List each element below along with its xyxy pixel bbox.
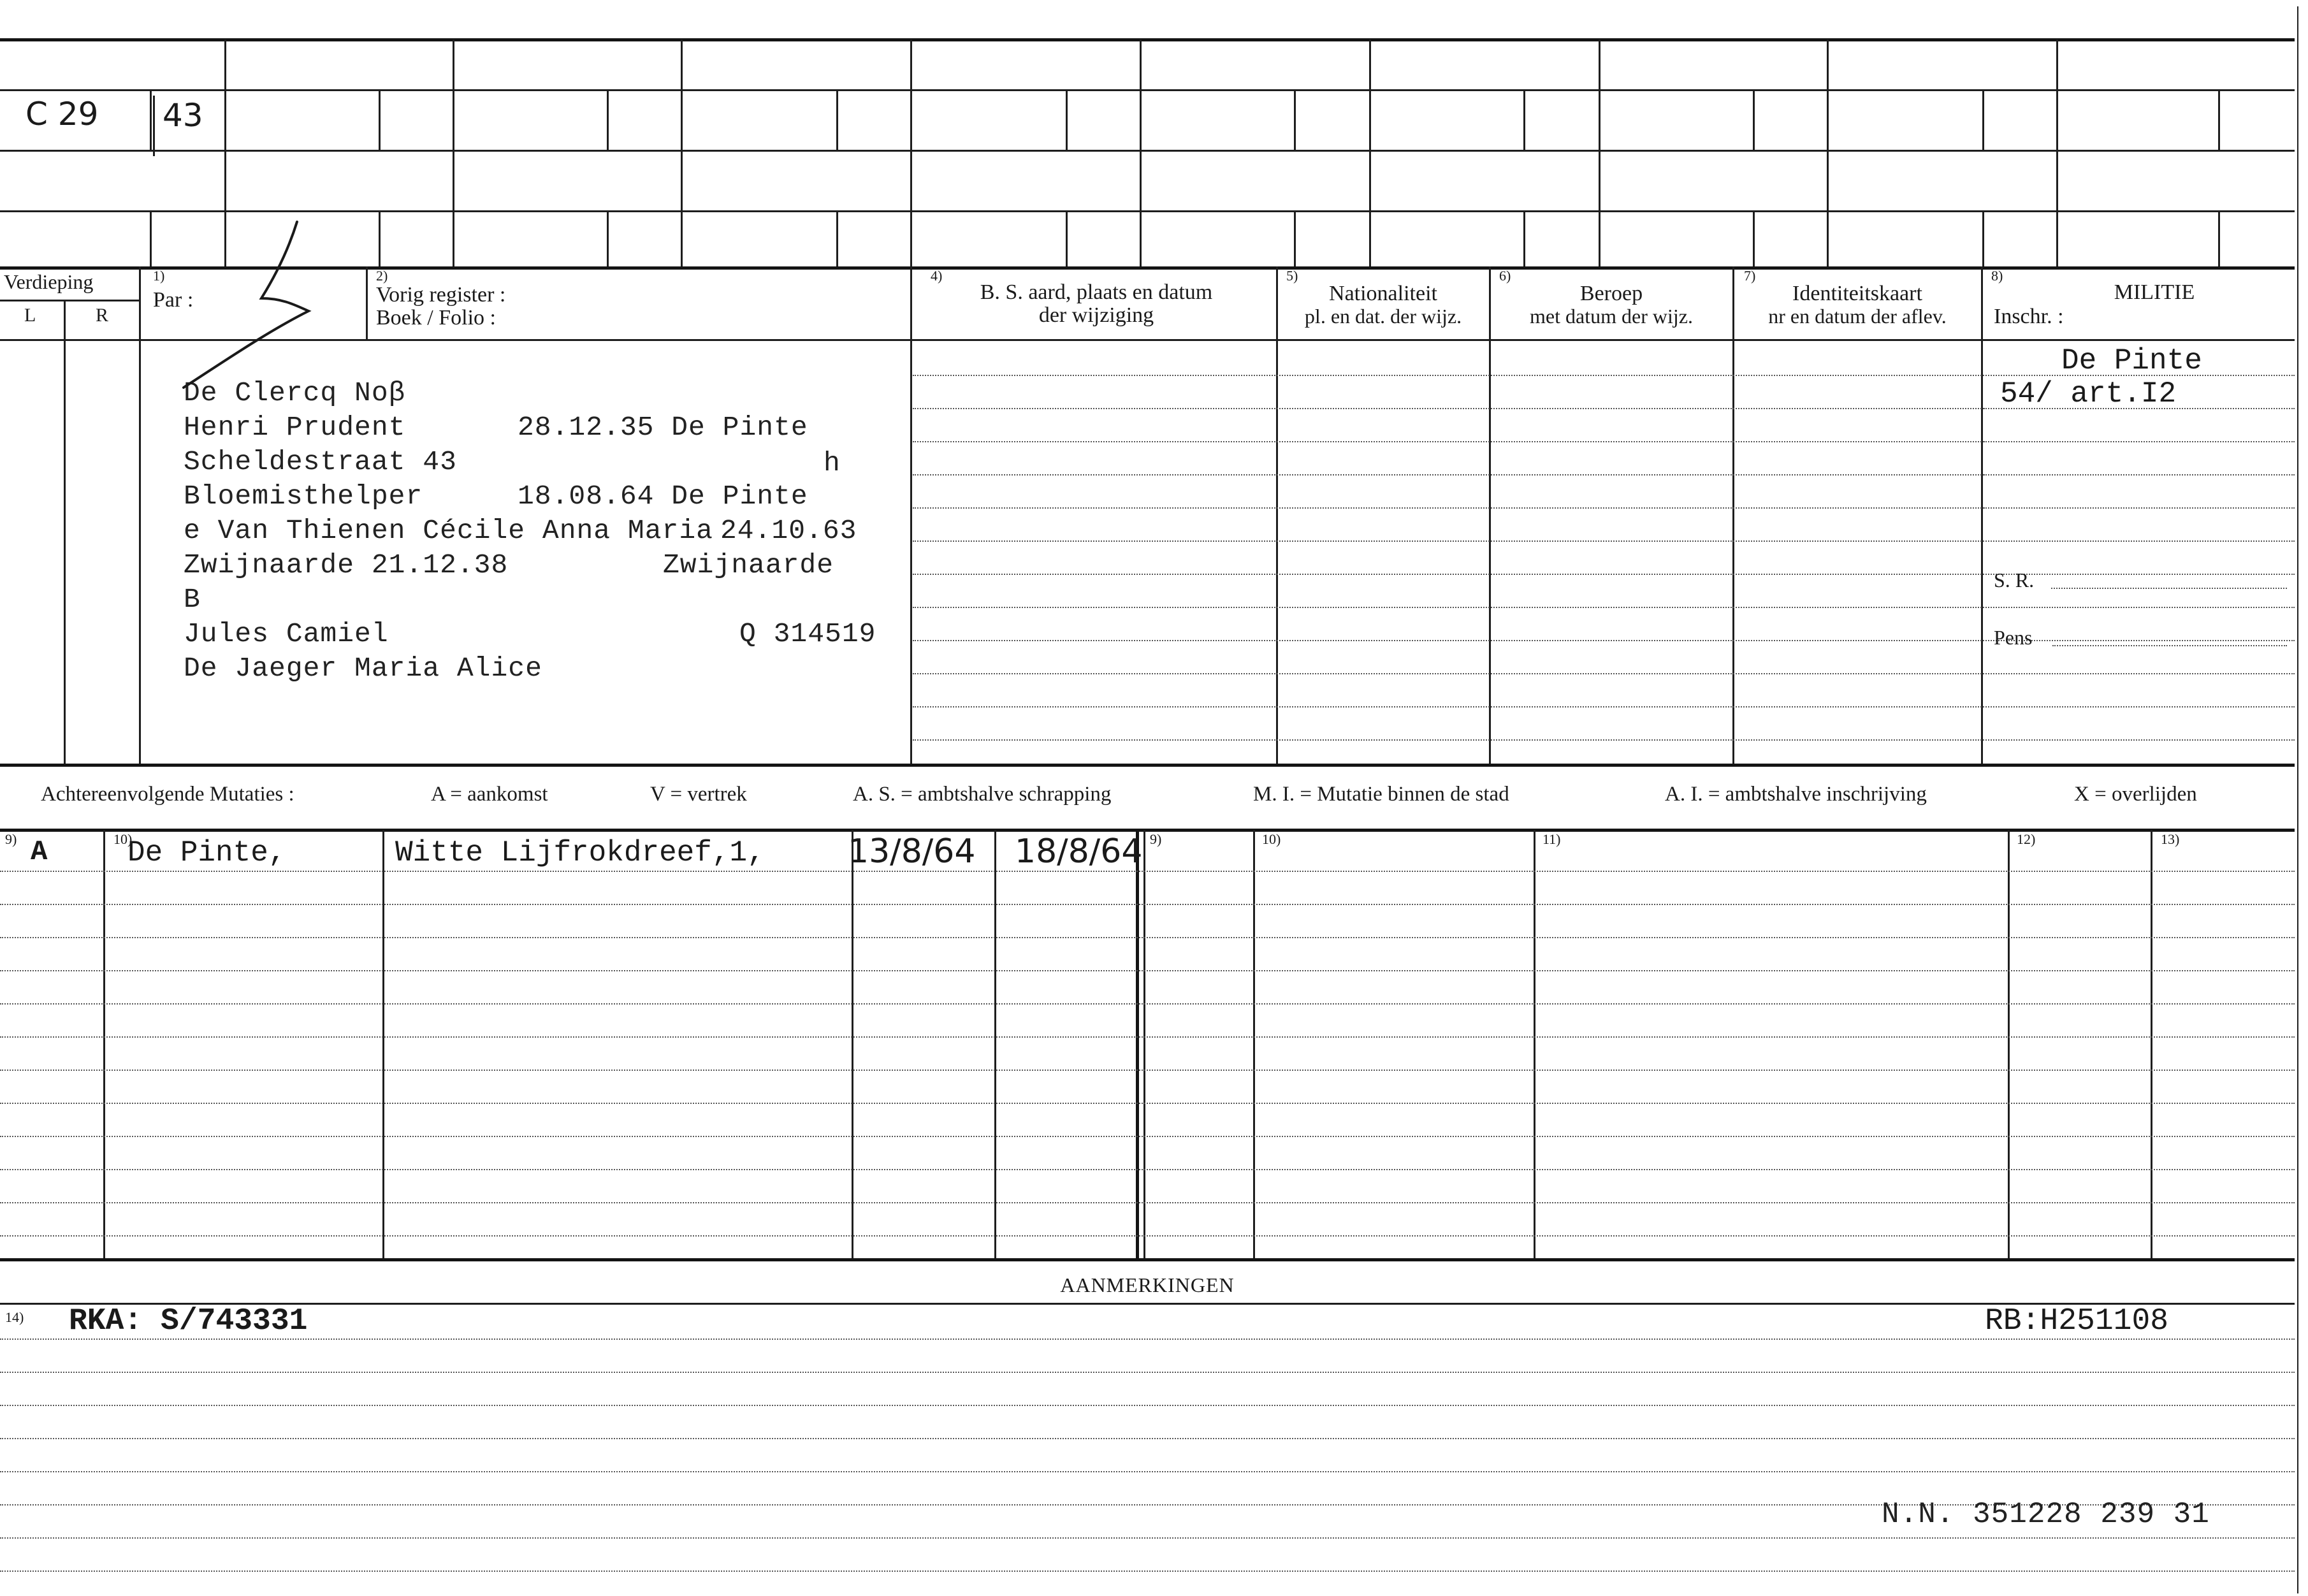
footnote-2: 2): [376, 268, 388, 284]
mutation-date-2: 18/8/64: [1015, 832, 1143, 871]
mutation-address: Witte Lijfrokdreef,1,: [395, 836, 765, 869]
footnote-14: 14): [5, 1309, 24, 1325]
person-line-spouse: e Van Thienen Cécile Anna Maria: [184, 515, 713, 546]
person-line-job-date: 18.08.64 De Pinte: [518, 481, 808, 512]
identiteitskaart-header-line1: Identiteitskaart: [1792, 282, 1922, 305]
mutation-code: A: [31, 836, 48, 868]
floor-left-header: L: [24, 305, 36, 326]
footnote-5: 5): [1286, 268, 1298, 284]
mutation-footnote-11: 11): [1542, 831, 1561, 847]
person-line-firstname: Henri Prudent: [184, 412, 406, 443]
nationaliteit-header-line2: pl. en dat. der wijz.: [1304, 305, 1462, 328]
legend-registration: A. I. = ambtshalve inschrijving: [1665, 783, 1927, 806]
mutation-footnote-12: 12): [2017, 831, 2036, 847]
person-line-job: Bloemisthelper: [184, 481, 423, 512]
remarks-rka: RKA: S/743331: [69, 1304, 308, 1338]
legend-internal: M. I. = Mutatie binnen de stad: [1253, 783, 1509, 806]
mutation-footnote-9: 9): [5, 831, 17, 847]
inschr-label: Inschr. :: [1994, 305, 2064, 328]
person-line-address: Scheldestraat 43: [184, 446, 457, 477]
legend-title: Achtereenvolgende Mutaties :: [41, 783, 294, 806]
beroep-header-line1: Beroep: [1579, 282, 1643, 305]
militie-header: MILITIE: [2114, 280, 2195, 304]
pen-stroke-mark: [172, 217, 325, 395]
footnote-6: 6): [1499, 268, 1511, 284]
register-number: 43: [163, 97, 203, 134]
remarks-title: AANMERKINGEN: [1060, 1273, 1235, 1296]
floor-right-header: R: [96, 305, 109, 326]
bs-header-line2: der wijziging: [1038, 303, 1154, 327]
person-line-spouse-birth: Zwijnaarde 21.12.38: [184, 549, 509, 581]
person-line-mother: De Jaeger Maria Alice: [184, 653, 542, 684]
nationaliteit-header-line1: Nationaliteit: [1329, 282, 1437, 305]
register-code: C 29: [25, 96, 99, 133]
person-line-surname: De Clercq Noβ: [184, 377, 406, 409]
militie-article: 54/ art.I2: [2000, 377, 2177, 410]
person-line-spouse-date: 24.10.63: [720, 515, 857, 546]
legend-death: X = overlijden: [2074, 783, 2197, 806]
mutation-footnote-10b: 10): [1262, 831, 1281, 847]
remarks-rb: RB:H251108: [1985, 1304, 2169, 1338]
person-line-parent-names: Jules Camiel: [184, 618, 389, 649]
pens-label: Pens: [1994, 626, 2033, 649]
mutation-date-1: 13/8/64: [848, 832, 976, 871]
vorig-register-label: Vorig register :: [376, 283, 506, 307]
legend-arrival: A = aankomst: [431, 783, 548, 806]
footnote-4: 4): [931, 268, 943, 284]
sr-label: S. R.: [1994, 569, 2035, 591]
mutation-footnote-10: 10): [113, 831, 133, 847]
legend-departure: V = vertrek: [650, 783, 747, 806]
boek-folio-label: Boek / Folio :: [376, 306, 496, 330]
militie-place: De Pinte: [2061, 344, 2202, 377]
footnote-8: 8): [1991, 268, 2003, 284]
person-line-status: B: [184, 584, 201, 615]
person-line-birth: 28.12.35 De Pinte: [518, 412, 808, 443]
person-line-id-number: Q 314519: [739, 618, 876, 649]
person-line-flag: h: [824, 447, 841, 479]
person-line-spouse-birthplace: Zwijnaarde: [663, 549, 834, 581]
mutation-footnote-9b: 9): [1150, 831, 1162, 847]
footnote-7: 7): [1744, 268, 1756, 284]
legend-deletion: A. S. = ambtshalve schrapping: [853, 783, 1112, 806]
mutation-footnote-13: 13): [2161, 831, 2180, 847]
mutation-place: De Pinte,: [127, 836, 286, 869]
bs-header-line1: B. S. aard, plaats en datum: [980, 280, 1213, 304]
verdieping-header: Verdieping: [4, 270, 94, 293]
national-number: N.N. 351228 239 31: [1882, 1498, 2210, 1531]
par-label: Par :: [153, 288, 194, 312]
beroep-header-line2: met datum der wijz.: [1530, 305, 1693, 328]
footnote-1: 1): [153, 268, 165, 284]
identiteitskaart-header-line2: nr en datum der aflev.: [1768, 305, 1947, 328]
